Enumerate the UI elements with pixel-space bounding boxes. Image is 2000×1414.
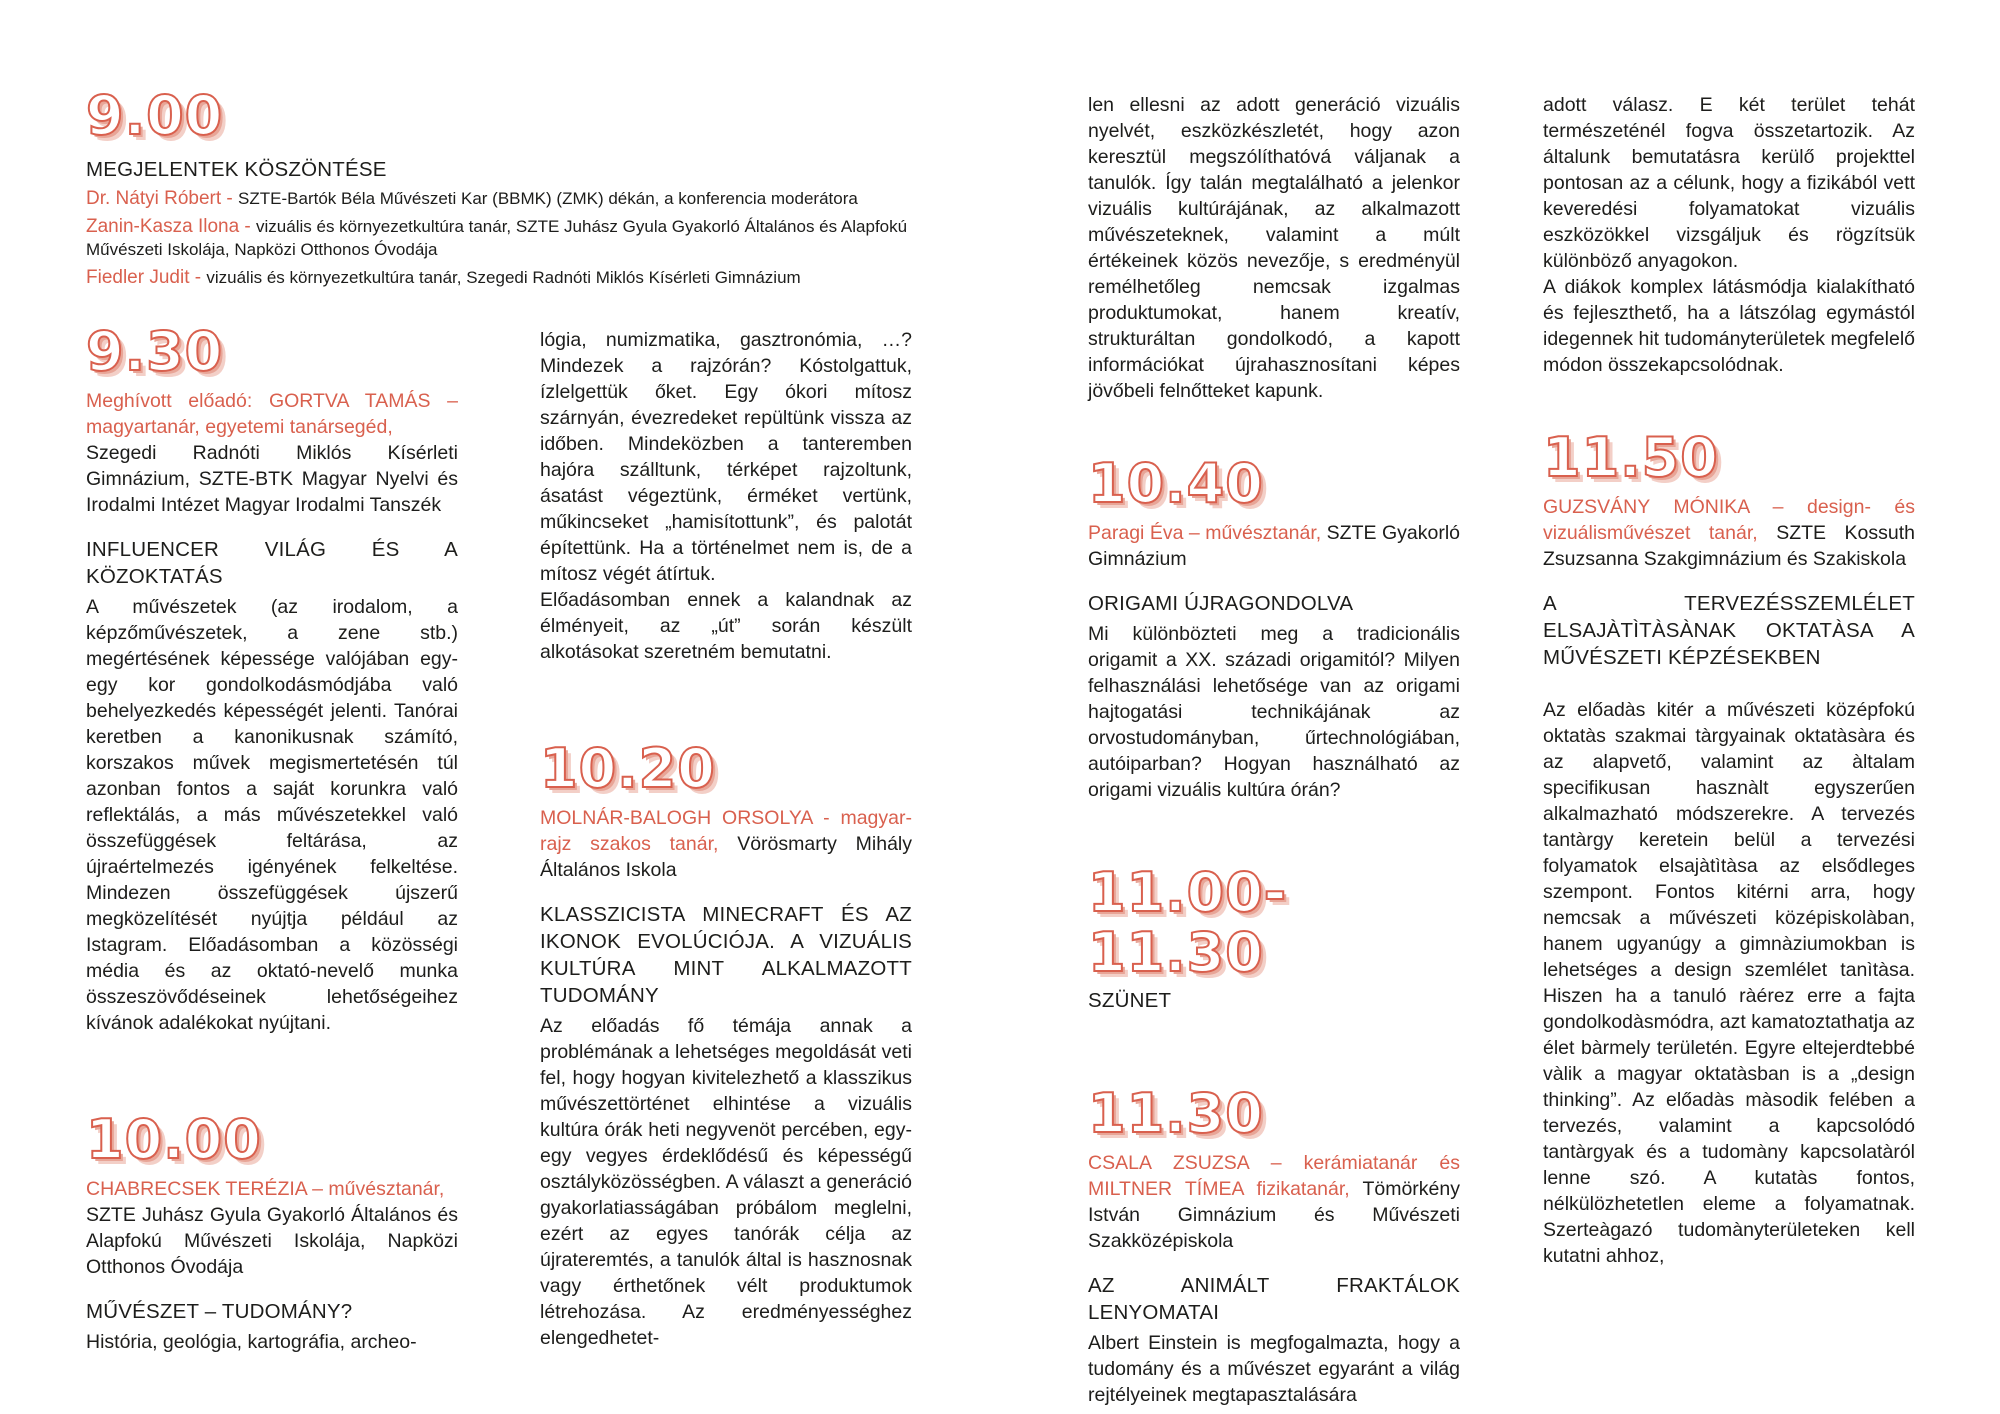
talk-body-11-30: Albert Einstein is megfogalmazta, hogy a tudomány és a művészet egyaránt a világ rejtélyeinek megtapasztalására bbox=[1088, 1332, 1460, 1406]
talk-body-10-00-start: História, geológia, kartográfia, archeo- bbox=[86, 1331, 417, 1353]
speaker-11-30 bbox=[1088, 1150, 1460, 1254]
time-11-30: 11.30 bbox=[1088, 1082, 1264, 1145]
speaker-11-50-affiliation: SZTE Kossuth Zsuzsanna Szakgimnázium és Szakiskola bbox=[1543, 522, 1915, 570]
talk-title-9-30: INFLUENCER VILÁG ÉS A KÖZOKTATÁS bbox=[86, 538, 458, 588]
talk-body-11-50: Az előadàs kitér a művészeti középfokú oktatàs szakmai tàrgyainak oktatàsàra és az alapvető, valamint az àltalam specifikusan hasznàlt egyszerűen alkalmazható módszerekre. A tervezés tantàrgy keretein belül a tervezési folyamatok elsajàtìtàsa az elsődleges szempont. Fontos kitérni arra, hogy nemcsak a művészeti középiskolàban, hanem ugyanúgy a gimnàziumokban is lehetséges a design szemlélet tanìtàsa. Hiszen ha a tanuló ràérez erre a fajta gondolkodàsmódra, azt kamatoztathatja az élet bàrmely területén. Egyre eltejerdtebbé vàlik a magyar oktatàsban is a „design thinking”. Az előadàs màsodik felében a tervezés, valamint a kapcsolódó tantàrgyak és a tudomàny kapcsolatàról lenne szó. A kutatàs fontos, nélkülözhetetlen eleme a folyamatnak. Szerteàgazó tudomànyterületeken kell kutatni ahhoz, bbox=[1543, 699, 1915, 1267]
speaker-10-20-affiliation: Vörösmarty Mihály Általános Iskola bbox=[540, 833, 913, 881]
speaker-10-20 bbox=[540, 805, 912, 883]
talk-body-10-00-end: Előadásomban ennek a kalandnak az élményeit, az „út” során készült alkotásokat szeretném bemutatni. bbox=[540, 589, 912, 663]
talk-body-10-20-cont: len ellesni az adott generáció vizuális nyelvét, eszközkészletét, hogy azon keresztül megszólíthatóvá váljanak a tanulók. Így talán megtalálható a jelenkor vizuális kultúrájának, az alkalmazott művészeteknek, valamint a múlt értékeinek közös nevezője, s eredményül remélhetőleg nemcsak izgalmas produktumokat, hanem kreatív, strukturáltan gondolkodó, a kapott információkat újrahasznosítani képes jövőbeli felnőtteket kapunk. bbox=[1088, 94, 1460, 402]
section-title-greeting: MEGJELENTEK KÖSZÖNTÉSE bbox=[86, 158, 387, 181]
speaker-9-30-highlight: Meghívott előadó: GORTVA TAMÁS – magyartanár, egyetemi tanársegéd, bbox=[86, 390, 458, 438]
time-10-00: 10.00 bbox=[86, 1108, 262, 1171]
talk-body-10-00-cont: lógia, numizmatika, gasztronómia, …? Mindezek a rajzórán? Kóstolgattuk, ízlelgettük őket. Egy ókori mítosz szárnyán, évezredeket repültünk vissza az időben. Mindeközben a tanteremben hajóra szálltunk, térképet rajzoltunk, ásatást végeztünk, érméket vertünk, műkincseket „hamisítottunk”, és palotát építettünk. Ha a történelmet nem is, de a mítosz végét átírtuk. bbox=[540, 329, 912, 585]
greeter-3 bbox=[86, 266, 916, 289]
speaker-9-30-affiliation: Szegedi Radnóti Miklós Kísérleti Gimnázium, SZTE-BTK Magyar Nyelvi és Irodalmi Intézet Magyar Irodalmi Tanszék bbox=[86, 442, 458, 516]
talk-body-10-40: Mi különbözteti meg a tradicionális origamit a XX. századi origamitól? Milyen felhasználási lehetősége van az origami hajtogatási technikájának az orvostudományban, űrtechnológiában, autóiparban? Hogyan használható az origami vizuális kultúra órán? bbox=[1088, 623, 1460, 801]
time-9-00: 9.00 bbox=[86, 84, 224, 147]
speaker-11-30-affiliation: Tömörkény István Gimnázium és Művészeti Szakközépiskola bbox=[1088, 1178, 1460, 1252]
talk-body-11-30-cont: adott válasz. E két terület tehát természeténél fogva összetartozik. Az általunk bemutatásra kerülő projekttel pontosan az a célunk, hogy a fizikából vett keveredési folyamatokat vizuális eszközökkel vizsgáljuk és rögzítsük különböző anyagokon. bbox=[1543, 94, 1915, 272]
talk-title-10-20: KLASSZICISTA MINECRAFT ÉS AZ IKONOK EVOLÚCIÓJA. A VIZUÁLIS KULTÚRA MINT ALKALMAZOTT TUDOMÁNY bbox=[540, 903, 912, 1007]
speaker-11-30-highlight: CSALA ZSUZSA – kerámiatanár és MILTNER TÍMEA fizikatanár, bbox=[1088, 1152, 1460, 1200]
greeter-3-role: vizuális és környezetkultúra tanár, Szegedi Radnóti Miklós Kísérleti Gimnázium bbox=[206, 268, 801, 287]
talk-title-11-50: A TERVEZÉSSZEMLÉLET ELSAJÀTÌTÀSÀNAK OKTATÀSA A MŰVÉSZETI KÉPZÉSEKBEN bbox=[1543, 592, 1915, 669]
speaker-11-50 bbox=[1543, 494, 1915, 572]
talk-title-10-00: MŰVÉSZET – TUDOMÁNY? bbox=[86, 1300, 353, 1323]
time-10-20: 10.20 bbox=[540, 737, 716, 800]
greeter-3-name: Fiedler Judit - bbox=[86, 267, 207, 288]
talk-title-10-40: ORIGAMI ÚJRAGONDOLVA bbox=[1088, 592, 1354, 615]
speaker-10-20-highlight: MOLNÁR-BALOGH ORSOLYA - magyar-rajz szakos tanár, bbox=[540, 807, 912, 855]
greeter-1-name: Dr. Nátyi Róbert - bbox=[86, 188, 239, 209]
time-11-00-11-30: 11.00-11.30 bbox=[1088, 861, 1288, 984]
talk-body-11-30-end: A diákok komplex látásmódja kialakítható és fejleszthető, ha a látszólag egymástól idegennek hit tudományterületek megfelelő módon összekapcsolódnak. bbox=[1543, 276, 1915, 376]
time-9-30: 9.30 bbox=[86, 320, 224, 383]
talk-title-11-30: AZ ANIMÁLT FRAKTÁLOK LENYOMATAI bbox=[1088, 1274, 1460, 1324]
column-1-lower bbox=[86, 322, 458, 1355]
column-2 bbox=[540, 327, 912, 1351]
time-10-40: 10.40 bbox=[1088, 452, 1264, 515]
speaker-10-40-affiliation: SZTE Gyakorló Gimnázium bbox=[1088, 522, 1461, 570]
column-1 bbox=[86, 86, 916, 289]
break-label: SZÜNET bbox=[1088, 989, 1172, 1012]
speaker-11-50-highlight: GUZSVÁNY MÓNIKA – design- és vizuálisművészet tanár, bbox=[1543, 496, 1915, 544]
time-11-50: 11.50 bbox=[1543, 426, 1719, 489]
greeter-1 bbox=[86, 187, 916, 210]
speaker-10-00-affiliation: SZTE Juhász Gyula Gyakorló Általános és Alapfokú Művészeti Iskolája, Napközi Otthonos Óvodája bbox=[86, 1204, 458, 1278]
speaker-10-40-highlight: Paragi Éva – művésztanár, bbox=[1088, 522, 1322, 544]
greeter-1-role: SZTE-Bartók Béla Művészeti Kar (BBMK) (ZMK) dékán, a konferencia moderátora bbox=[238, 189, 858, 208]
speaker-10-40 bbox=[1088, 520, 1460, 572]
speaker-10-00-highlight: CHABRECSEK TERÉZIA – művésztanár, bbox=[86, 1178, 445, 1200]
talk-body-10-20: Az előadás fő témája annak a problémának a lehetséges megoldását veti fel, hogy hogyan kivitelezhető a klasszikus művészettörténet elhintése a vizuális kultúra órák heti negyvenöt percében, egy-egy vegyes érdeklődésű és képességű osztályközösségben. A választ a generáció gyakorlatiasságában próbálom meglelni, ezért az egyes tanórák célja az újrateremtés, a tanulók által is hasznosnak vagy érthetőnek vélt produktumok létrehozása. Az eredményességhez elengedhetet- bbox=[540, 1015, 912, 1349]
column-3 bbox=[1088, 92, 1460, 1408]
column-4 bbox=[1543, 92, 1915, 1269]
greeter-2-name: Zanin-Kasza Ilona - bbox=[86, 216, 257, 237]
greeter-2 bbox=[86, 215, 916, 261]
greeter-2-role: vizuális és környezetkultúra tanár, SZTE Juhász Gyula Gyakorló Általános és Alapfokú Művészeti Iskolája, Napközi Otthonos Óvodája bbox=[86, 217, 908, 259]
talk-body-9-30: A művészetek (az irodalom, a képzőművészetek, a zene stb.) megértésének képessége valójában egy-egy kor gondolkodásmódjába való behelyezkedés képességét jelenti. Tanórai keretben a kanonikusnak számító, korszakos művek megismertetésén túl azonban fontos a saját korunkra való reflektálás, a más művészetekkel való összefüggések feltárása, az újraértelmezés igényének felkeltése. Mindezen összefüggések újszerű megközelítését nyújtja például az Istagram. Előadásomban a közösségi média és az oktató-nevelő munka összeszövődéseinek lehetőségeihez kívánok adalékokat nyújtani. bbox=[86, 596, 458, 1034]
